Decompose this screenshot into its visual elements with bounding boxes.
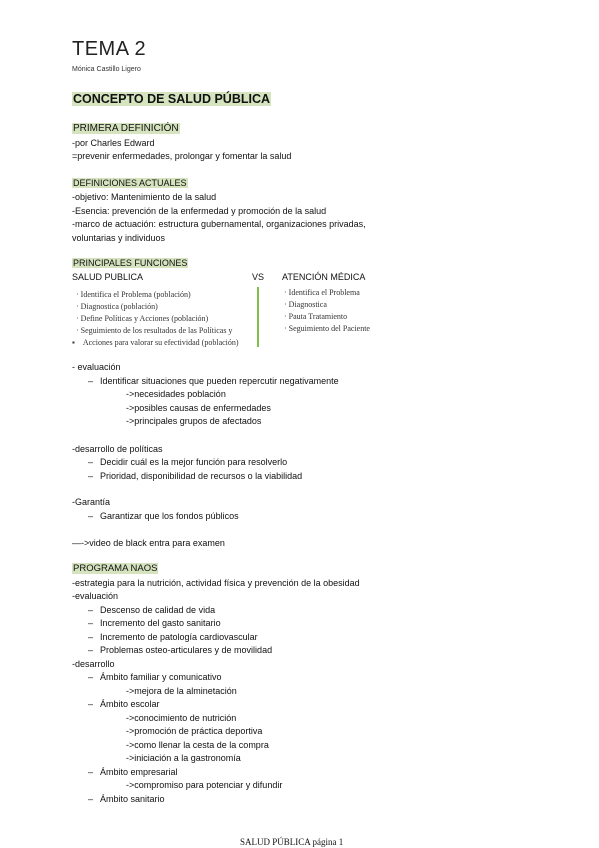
naos-heading bbox=[72, 563, 158, 574]
naos-ambito-sub: ->conocimiento de nutrición bbox=[126, 713, 237, 723]
politicas-item-text: Prioridad, disponibilidad de recursos o la viabilidad bbox=[100, 471, 303, 481]
funciones-left-item: · Seguimiento de los resultados de las Políticas y bbox=[76, 326, 233, 335]
naos-ambito: – Ámbito escolar bbox=[88, 699, 160, 709]
naos-ambito-text: Ámbito sanitario bbox=[100, 794, 165, 804]
funciones-right-item-text: Seguimiento del Paciente bbox=[288, 324, 370, 333]
author-name: Mónica Castillo Ligero bbox=[72, 66, 141, 73]
primera-heading bbox=[72, 123, 180, 134]
naos-eval-item-text: Problemas osteo-articulares y de movilidad bbox=[100, 645, 273, 655]
main-heading-text: CONCEPTO DE SALUD PÚBLICA bbox=[73, 92, 271, 106]
funciones-left-item-text: Define Políticas y Acciones (población) bbox=[80, 314, 209, 323]
politicas-item-text: Decidir cuál es la mejor función para resolverlo bbox=[100, 457, 288, 467]
naos-eval-item-text: Incremento de patología cardiovascular bbox=[100, 632, 258, 642]
evaluacion-sub: ->necesidades población bbox=[126, 389, 226, 399]
naos-ambito: – Ámbito empresarial bbox=[88, 767, 178, 777]
primera-heading-text: PRIMERA DEFINICIÓN bbox=[73, 123, 179, 134]
evaluacion-item: – Identificar situaciones que pueden repercutir negativamente bbox=[88, 376, 339, 386]
naos-ambito-text: Ámbito familiar y comunicativo bbox=[100, 672, 222, 682]
actuales-heading bbox=[72, 178, 188, 188]
naos-eval-item: – Incremento del gasto sanitario bbox=[88, 618, 221, 628]
funciones-right-item-text: Pauta Tratamiento bbox=[288, 312, 348, 321]
garantia-item: – Garantizar que los fondos públicos bbox=[88, 511, 239, 521]
actuales-line: voluntarias y individuos bbox=[72, 233, 166, 243]
naos-ambito-sub: ->iniciación a la gastronomía bbox=[126, 753, 241, 763]
funciones-heading-text: PRINCIPALES FUNCIONES bbox=[73, 258, 188, 268]
naos-line: -estrategia para la nutrición, actividad física y prevención de la obesidad bbox=[72, 578, 360, 588]
funciones-right-item-text: Identifica el Problema bbox=[288, 288, 360, 297]
funciones-right-item: · Pauta Tratamiento bbox=[284, 312, 348, 321]
naos-eval-item-text: Descenso de calidad de vida bbox=[100, 605, 216, 615]
atencion-medica-title: ATENCIÓN MÉDICA bbox=[282, 272, 366, 282]
naos-ambito-sub: ->mejora de la alminetación bbox=[126, 686, 237, 696]
evaluacion-item-text: Identificar situaciones que pueden repercutir negativamente bbox=[100, 376, 339, 386]
page-footer: SALUD PÚBLICA página 1 bbox=[240, 837, 344, 847]
naos-ambito-sub: ->como llenar la cesta de la compra bbox=[126, 740, 269, 750]
funciones-left-item-text: Diagnostica (población) bbox=[80, 302, 158, 311]
funciones-left-item: · Diagnostica (población) bbox=[76, 302, 158, 311]
naos-des-label: -desarrollo bbox=[72, 659, 115, 669]
funciones-left-item-text: Acciones para valorar su efectividad (población) bbox=[82, 338, 239, 347]
naos-ambito-sub: ->compromiso para potenciar y difundir bbox=[126, 780, 283, 790]
primera-line: =prevenir enfermedades, prolongar y fomentar la salud bbox=[72, 151, 292, 161]
funciones-right-item: · Diagnostica bbox=[284, 300, 327, 309]
vs-divider bbox=[257, 287, 259, 347]
vs-label: VS bbox=[252, 272, 265, 282]
naos-eval-label: -evaluación bbox=[72, 591, 119, 601]
funciones-left-item-text: Seguimiento de los resultados de las Políticas y bbox=[80, 326, 233, 335]
funciones-left-item: · Define Políticas y Acciones (población) bbox=[76, 314, 209, 323]
naos-eval-item: – Problemas osteo-articulares y de movilidad bbox=[88, 645, 273, 655]
primera-line: -por Charles Edward bbox=[72, 138, 155, 148]
funciones-left-item-text: Identifica el Problema (población) bbox=[80, 290, 191, 299]
naos-heading-text: PROGRAMA NAOS bbox=[73, 563, 158, 574]
evaluacion-label: - evaluación bbox=[72, 362, 121, 372]
page-title: TEMA 2 bbox=[72, 38, 147, 60]
salud-publica-title: SALUD PUBLICA bbox=[72, 272, 144, 282]
funciones-heading bbox=[72, 258, 188, 268]
main-heading bbox=[72, 92, 271, 106]
naos-ambito-text: Ámbito empresarial bbox=[100, 767, 178, 777]
evaluacion-sub: ->principales grupos de afectados bbox=[126, 416, 262, 426]
evaluacion-sub: ->posibles causas de enfermedades bbox=[126, 403, 271, 413]
politicas-label: -desarrollo de políticas bbox=[72, 444, 163, 454]
funciones-left-item: · Identifica el Problema (población) bbox=[76, 290, 191, 299]
naos-eval-item: – Descenso de calidad de vida bbox=[88, 605, 216, 615]
naos-ambito-sub: ->promoción de práctica deportiva bbox=[126, 726, 263, 736]
funciones-left-item: ▪ Acciones para valorar su efectividad (población) bbox=[72, 338, 239, 347]
naos-eval-item-text: Incremento del gasto sanitario bbox=[100, 618, 221, 628]
actuales-line: -marco de actuación: estructura gubernamental, organizaciones privadas, bbox=[72, 219, 366, 229]
garantia-label: -Garantía bbox=[72, 497, 111, 507]
funciones-right-item: · Identifica el Problema bbox=[284, 288, 360, 297]
naos-ambito: – Ámbito sanitario bbox=[88, 794, 165, 804]
garantia-item-text: Garantizar que los fondos públicos bbox=[100, 511, 239, 521]
politicas-item: – Decidir cuál es la mejor función para resolverlo bbox=[88, 457, 288, 467]
naos-ambito-text: Ámbito escolar bbox=[100, 699, 160, 709]
actuales-heading-text: DEFINICIONES ACTUALES bbox=[73, 178, 187, 188]
naos-eval-item: – Incremento de patología cardiovascular bbox=[88, 632, 258, 642]
actuales-line: -Esencia: prevención de la enfermedad y promoción de la salud bbox=[72, 206, 327, 216]
actuales-line: -objetivo: Mantenimiento de la salud bbox=[72, 192, 217, 202]
video-note: —->video de black entra para examen bbox=[72, 538, 225, 548]
funciones-right-item-text: Diagnostica bbox=[288, 300, 327, 309]
funciones-right-item: · Seguimiento del Paciente bbox=[284, 324, 370, 333]
naos-ambito: – Ámbito familiar y comunicativo bbox=[88, 672, 222, 682]
politicas-item: – Prioridad, disponibilidad de recursos o la viabilidad bbox=[88, 471, 303, 481]
